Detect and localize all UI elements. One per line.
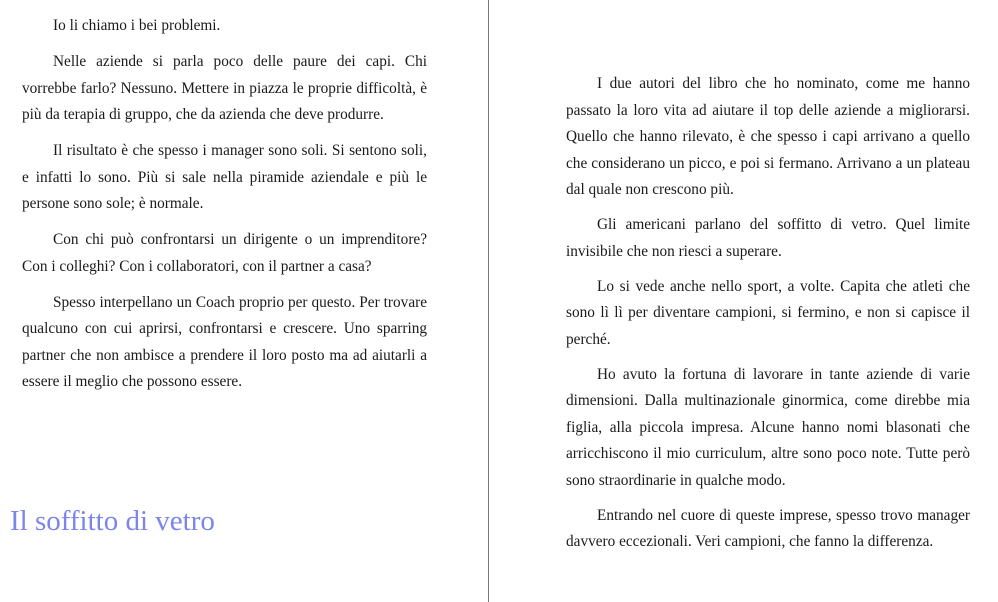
page-divider	[488, 0, 489, 602]
paragraph: Io li chiamo i bei problemi.	[53, 17, 221, 34]
chapter-title: Il soffitto di vetro	[10, 505, 215, 537]
left-page	[0, 0, 488, 602]
left-page-body	[22, 13, 427, 405]
paragraph: Il risultato è che spesso i manager sono soli. Si sentono soli, e infatti lo sono. Più si sale nella piramide aziendale e più le persone sono sole; è normale.	[22, 142, 427, 212]
paragraph: Spesso interpellano un Coach proprio per questo. Per trovare qualcuno con cui aprirsi, confrontarsi e crescere. Uno sparring partner che non ambisce a prendere il loro posto ma ad aiutarli a essere il meglio che possono essere.	[22, 293, 427, 390]
paragraph: Ho avuto la fortuna di lavorare in tante aziende di varie dimensioni. Dalla multinazionale ginormica, come direbbe mia figlia, alla piccola impresa. Alcune hanno nomi blasonati che arricchiscono il mio curriculum, altre sono poco note. Tutte però sono straordinarie in qualche modo.	[566, 365, 970, 489]
paragraph: Entrando nel cuore di queste imprese, spesso trovo manager davvero eccezionali. Veri campioni, che fanno la differenza.	[566, 506, 970, 550]
right-page	[490, 0, 998, 602]
right-page-body	[566, 71, 970, 564]
paragraph: Con chi può confrontarsi un dirigente o un imprenditore? Con i colleghi? Con i collaboratori, con il partner a casa?	[22, 231, 427, 275]
paragraph: I due autori del libro che ho nominato, come me hanno passato la loro vita ad aiutare il top delle aziende a migliorarsi. Quello che hanno rilevato, è che spesso i capi arrivano a quello che considerano un picco, e poi si fermano. Arrivano a un plateau dal quale non crescono più.	[566, 75, 970, 198]
paragraph: Gli americani parlano del soffitto di vetro. Quel limite invisibile che non riesci a superare.	[566, 216, 970, 260]
paragraph: Lo si vede anche nello sport, a volte. Capita che atleti che sono lì lì per diventare campioni, si fermino, e non si capisce il perché.	[566, 277, 970, 348]
paragraph: Nelle aziende si parla poco delle paure dei capi. Chi vorrebbe farlo? Nessuno. Mettere in piazza le proprie difficoltà, è più da terapia di gruppo, che da azienda che deve produrre.	[22, 53, 427, 123]
